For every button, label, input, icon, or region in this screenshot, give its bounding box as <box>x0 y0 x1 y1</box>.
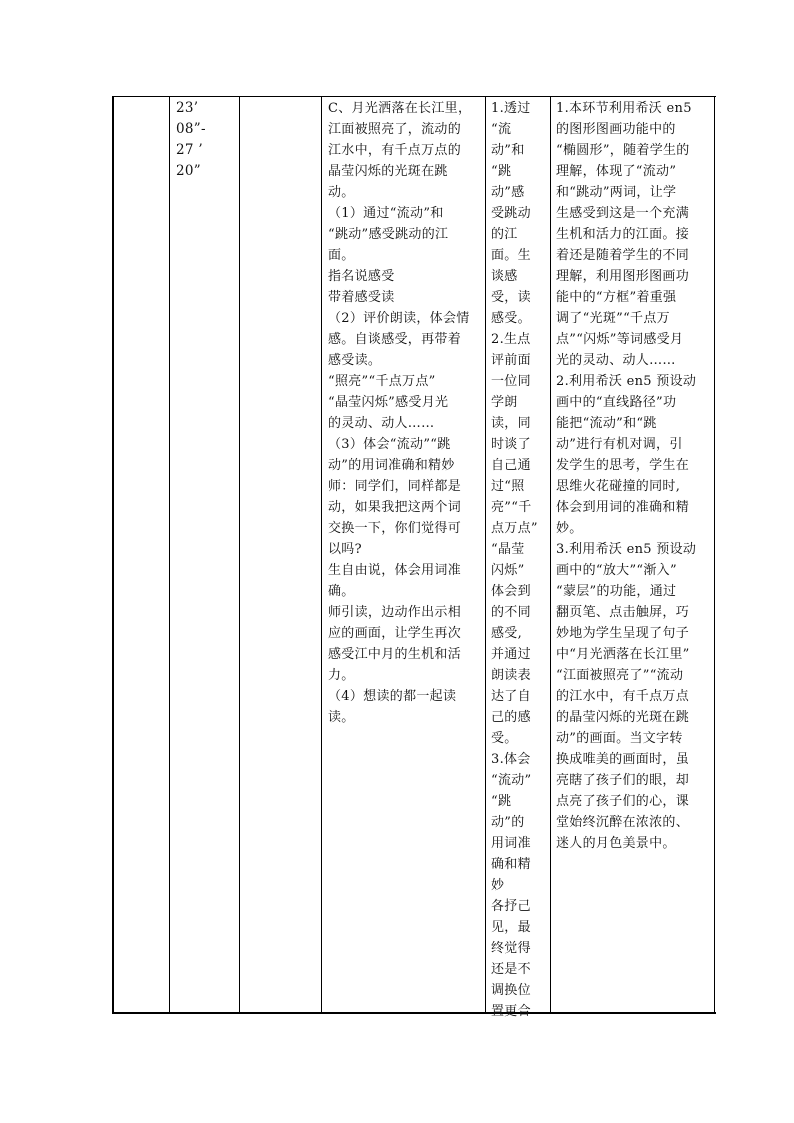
text-line: 发学生的思考，学生在 <box>556 458 690 473</box>
text-line: 2.生点 <box>491 332 531 347</box>
text-line: 己的感 <box>491 710 531 725</box>
text-line: 师：同学们，同样都是 <box>328 479 462 494</box>
text-line: “照亮”“千点万点” <box>328 374 436 389</box>
column-divider <box>239 96 240 1014</box>
text-line: 谈感 <box>491 269 518 284</box>
text-line: 动”进行有机对调，引 <box>556 437 683 452</box>
text-line: 妙。 <box>556 521 583 536</box>
text-line: 受。 <box>491 731 518 746</box>
text-line: 思维火花碰撞的同时, <box>556 479 681 494</box>
text-line: 动”感 <box>491 185 525 200</box>
text-line: 理解，利用图形图画功 <box>556 269 690 284</box>
text-line: “蒙层”的功能，通过 <box>556 584 677 599</box>
text-line: 妙地为学生呈现了句子 <box>556 626 690 641</box>
design-intent-cell <box>556 98 712 854</box>
student-activity-cell <box>491 98 549 1022</box>
text-line: 点亮了孩子们的心，课 <box>556 794 690 809</box>
text-line: 的江水中，有千点万点 <box>556 689 690 704</box>
text-line: C、月光洒落在长江里， <box>328 101 472 116</box>
text-line: 光的灵动、动人…… <box>556 353 676 368</box>
text-line: 学朗 <box>491 395 518 410</box>
text-line: 时谈了 <box>491 437 531 452</box>
text-line: 亮”“千 <box>491 500 532 515</box>
text-line: （4）想读的都一起读 <box>328 689 457 704</box>
text-line: 的图形图画功能中的 <box>556 122 676 137</box>
text-line: 以吗? <box>328 542 362 557</box>
text-line: 的灵动、动人…… <box>328 416 435 431</box>
text-line: 各抒己 <box>491 899 531 914</box>
text-line: 生感受到这是一个充满 <box>556 206 690 221</box>
text-line: （1）通过“流动”和 <box>328 206 444 221</box>
text-line: 带着感受读 <box>328 290 395 305</box>
text-line: 受，读 <box>491 290 531 305</box>
column-divider <box>550 96 551 1014</box>
text-line: 置更合 <box>491 1004 531 1019</box>
text-line: 理解，体现了“流动” <box>556 164 677 179</box>
text-line: 应的画面，让学生再次 <box>328 626 462 641</box>
text-line: 中“月光洒落在长江里” <box>556 647 690 662</box>
text-line: 堂始终沉醉在浓浓的、 <box>556 815 690 830</box>
text-line: “流动” <box>491 773 532 788</box>
text-line: 终觉得 <box>491 941 531 956</box>
text-line: 生自由说，体会用词准 <box>328 563 462 578</box>
text-line: 动，如果我把这两个词 <box>328 500 462 515</box>
text-line: 感。自谈感受，再带着 <box>328 332 462 347</box>
text-line: “流 <box>491 122 512 137</box>
text-line: 面。 <box>328 248 355 263</box>
text-line: 翻页笔、点击触屏，巧 <box>556 605 690 620</box>
text-line: 一位同 <box>491 374 531 389</box>
text-line: 调换位 <box>491 983 531 998</box>
text-line: 江面被照亮了，流动的 <box>328 122 462 137</box>
column-divider <box>485 96 486 1014</box>
text-line: 江水中，有千点万点的 <box>328 143 462 158</box>
column-divider <box>321 96 322 1014</box>
text-line: 自己通 <box>491 458 531 473</box>
text-line: 调了“光斑”“千点万 <box>556 311 670 326</box>
text-line: 2.利用希沃 en5 预设动 <box>556 374 697 389</box>
text-line: 3.体会 <box>491 752 531 767</box>
text-line: 还是不 <box>491 962 531 977</box>
text-line: 的晶莹闪烁的光斑在跳 <box>556 710 690 725</box>
text-line: 着还是随着学生的不同 <box>556 248 690 263</box>
text-line: 动。 <box>328 185 355 200</box>
text-line: “跳 <box>491 794 512 809</box>
text-line: 师引读，边动作出示相 <box>328 605 462 620</box>
text-line: 点万点” <box>491 521 538 536</box>
text-line: 的不同 <box>491 605 531 620</box>
text-line: 交换一下，你们觉得可 <box>328 521 462 536</box>
text-line: 换成唯美的画面时，虽 <box>556 752 690 767</box>
text-line: 感受。 <box>491 311 531 326</box>
text-line: 能中的“方框”着重强 <box>556 290 677 305</box>
text-line: 确。 <box>328 584 355 599</box>
text-line: 动”的画面。当文字转 <box>556 731 683 746</box>
text-line: 1.本环节利用希沃 en5 <box>556 101 692 116</box>
text-line: 晶莹闪烁的光斑在跳 <box>328 164 448 179</box>
text-line: “椭圆形”，随着学生的 <box>556 143 690 158</box>
text-line: 评前面 <box>491 353 531 368</box>
text-line: 能把“流动”和“跳 <box>556 416 657 431</box>
text-line: （3）体会“流动”“跳 <box>328 437 451 452</box>
text-line: 迷人的月色美景中。 <box>556 836 676 851</box>
text-line: （2）评价朗读，体会情 <box>328 311 470 326</box>
column-divider <box>714 96 715 1014</box>
text-line: “晶莹闪烁”感受月光 <box>328 395 449 410</box>
text-line: “晶莹 <box>491 542 525 557</box>
text-line: 动”和 <box>491 143 525 158</box>
text-line: 确和精 <box>491 857 531 872</box>
text-line: 体会到用词的准确和精 <box>556 500 690 515</box>
text-line: 画中的“直线路径”功 <box>556 395 677 410</box>
text-line: 达了自 <box>491 689 531 704</box>
text-line: 亮瞎了孩子们的眼，却 <box>556 773 690 788</box>
time-cell: 23’ 08”- 27 ’ 20” <box>176 100 206 179</box>
text-line: 用词准 <box>491 836 531 851</box>
column-divider <box>169 96 170 1014</box>
text-line: 并通过 <box>491 647 531 662</box>
text-line: 过“照 <box>491 479 525 494</box>
text-line: 妙 <box>491 878 505 893</box>
text-line: 面。生 <box>491 248 531 263</box>
text-line: “跳动”感受跳动的江 <box>328 227 449 242</box>
text-line: 读，同 <box>491 416 531 431</box>
text-line: 闪烁” <box>491 563 525 578</box>
text-line: 3.利用希沃 en5 预设动 <box>556 542 697 557</box>
text-line: 受跳动 <box>491 206 531 221</box>
text-line: 点”“闪烁”等词感受月 <box>556 332 684 347</box>
text-line: 和“跳动”两词，让学 <box>556 185 677 200</box>
text-line: 见，最 <box>491 920 531 935</box>
text-line: “江面被照亮了”“流动 <box>556 668 684 683</box>
text-line: 画中的“放大”“渐入” <box>556 563 677 578</box>
text-line: 生机和活力的江面。接 <box>556 227 690 242</box>
text-line: 力。 <box>328 668 355 683</box>
text-line: 1.透过 <box>491 101 531 116</box>
text-line: 动”的 <box>491 815 525 830</box>
text-line: 体会到 <box>491 584 531 599</box>
text-line: 感受, <box>491 626 523 641</box>
text-line: 的江 <box>491 227 518 242</box>
text-line: 感受江中月的生机和活 <box>328 647 462 662</box>
text-line: 动”的用词准确和精妙 <box>328 458 455 473</box>
teacher-activity-cell <box>328 98 483 728</box>
text-line: 读。 <box>328 710 355 725</box>
column-divider <box>112 96 114 1014</box>
text-line: 感受读。 <box>328 353 382 368</box>
text-line: 指名说感受 <box>328 269 395 284</box>
text-line: 朗读表 <box>491 668 531 683</box>
text-line: “跳 <box>491 164 512 179</box>
